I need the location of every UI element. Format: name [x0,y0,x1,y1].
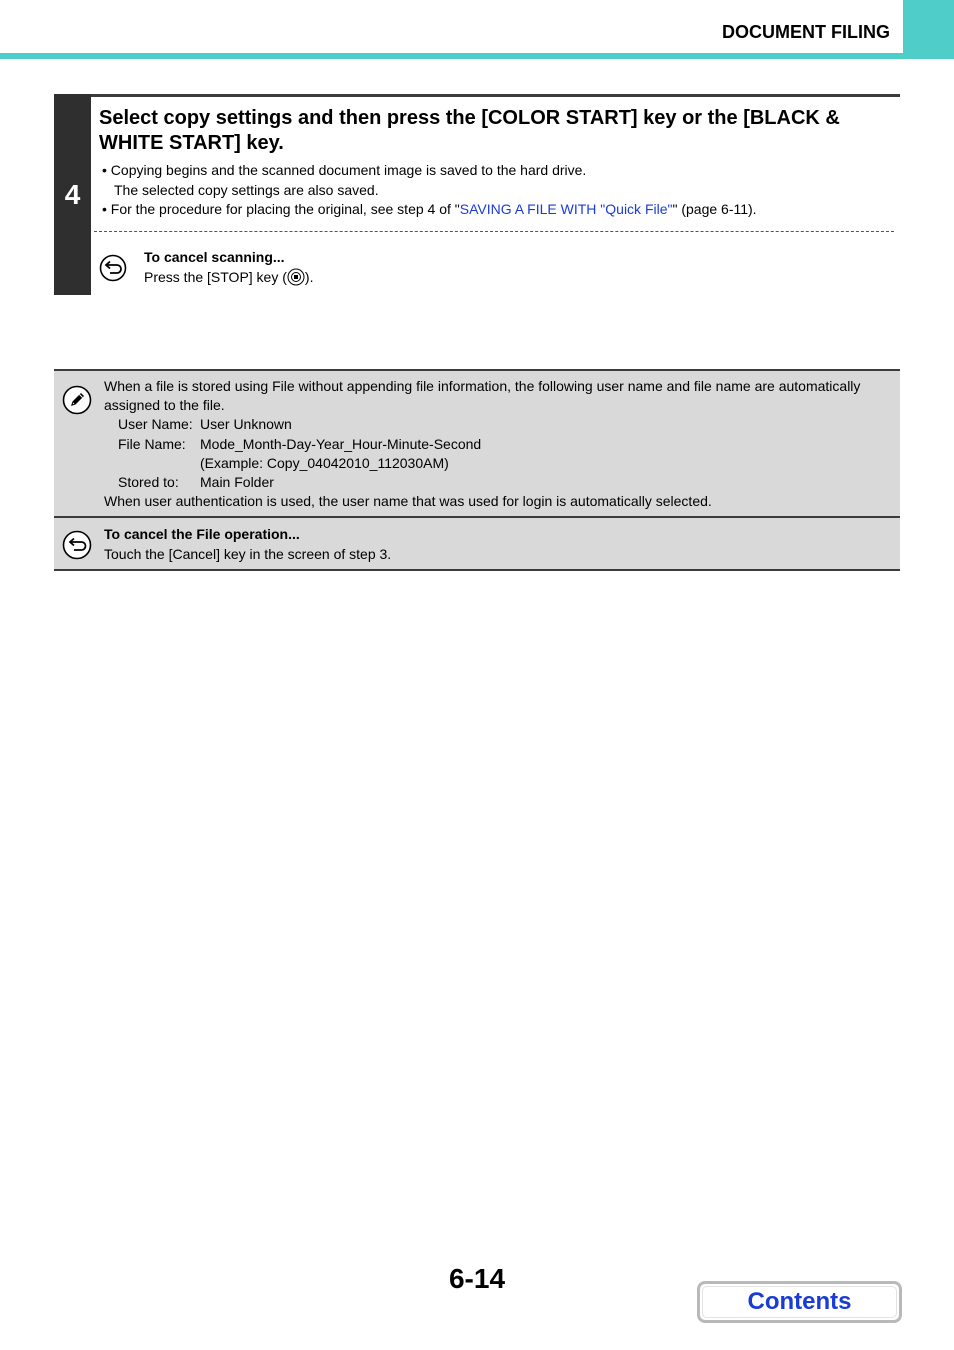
cancel-scanning-title: To cancel scanning... [144,249,285,265]
note-text [104,377,894,511]
note-row-value: Main Folder [200,474,274,491]
cancel-scanning-note [144,248,313,287]
note-row [104,435,894,454]
step-divider [54,94,900,97]
pencil-icon [62,385,92,415]
cancel-file-box [54,516,900,571]
return-arrow-icon [62,530,92,560]
note-outro: When user authentication is used, the user name that was used for login is automatically selected. [104,493,712,510]
cancel-text-before: Press the [STOP] key ( [144,268,287,285]
bullet-prefix: • For the procedure for placing the original, see step 4 of " [102,201,460,217]
note-row-value: (Example: Copy_04042010_112030AM) [200,454,449,471]
note-row [104,415,894,434]
note-row-key: File Name: [118,435,186,452]
saving-quick-file-link[interactable]: SAVING A FILE WITH "Quick File" [459,201,673,217]
note-row-key: User Name: [118,416,193,433]
cancel-file-title: To cancel the File operation... [104,526,300,542]
header-bar [0,53,954,59]
bullet-continuation: The selected copy settings are also saved. [114,181,379,198]
bullet-item [102,200,892,220]
cancel-scanning-text [144,268,313,288]
page-header-title: DOCUMENT FILING [722,22,890,42]
contents-button[interactable] [697,1281,902,1323]
note-row-value: User Unknown [200,416,292,433]
dashed-divider [94,231,894,232]
note-row-key [118,454,200,473]
return-arrow-icon [99,254,127,282]
bullet-suffix: " (page 6-11). [672,201,757,217]
contents-button-label: Contents [747,1288,852,1315]
cancel-file-text: Touch the [Cancel] key in the screen of step 3. [104,545,392,562]
cancel-text-after: ). [304,268,314,285]
note-row-value: Mode_Month-Day-Year_Hour-Minute-Second [200,435,482,452]
step-box [54,94,900,295]
note-intro: When a file is stored using File without appending file information, the following user name and file name are automatically assigned to the file. [104,378,861,414]
bullet-item: • Copying begins and the scanned document image is saved to the hard drive. [102,162,587,178]
note-row [104,454,894,473]
note-row-key: Stored to: [118,474,179,491]
note-row [104,473,894,492]
step-heading: Select copy settings and then press the [COLOR START] key or the [BLACK & WHITE START] key. [99,107,840,154]
header-tab [903,0,954,59]
page-number: 6-14 [448,1263,506,1294]
note-box [54,369,900,518]
stop-key-icon [287,268,305,286]
step-bullets [102,161,892,220]
step-number: 4 [54,94,91,295]
cancel-file-note [104,525,391,564]
